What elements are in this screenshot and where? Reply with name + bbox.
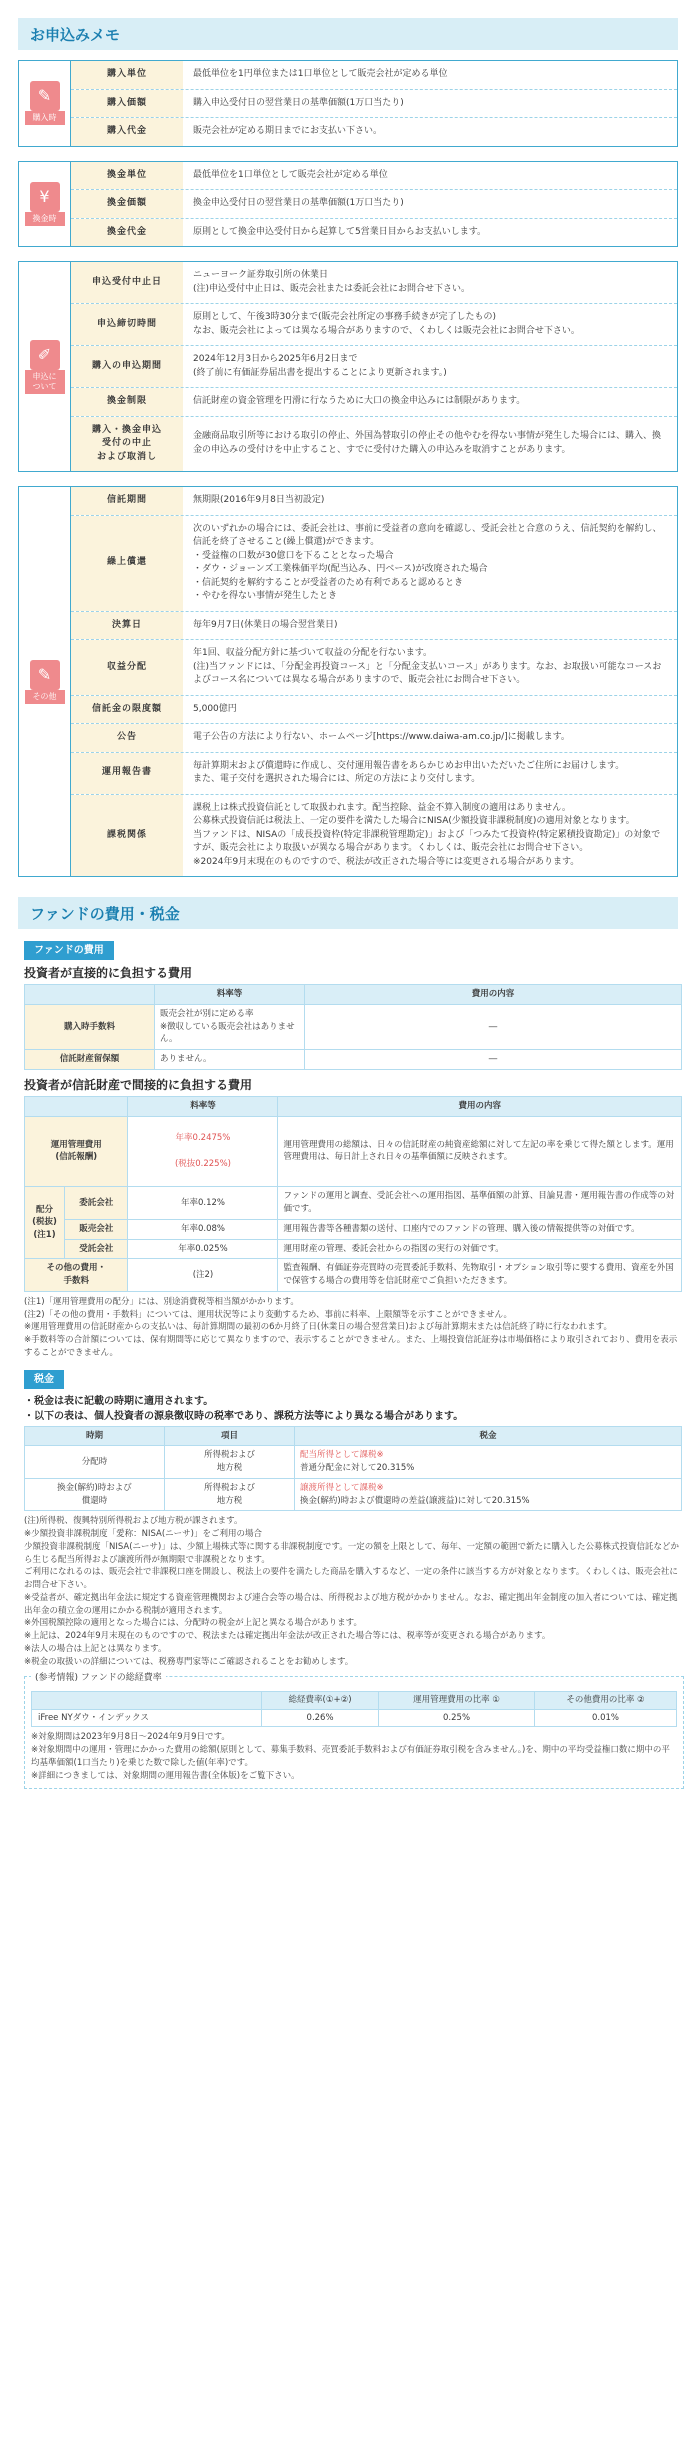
memo-row bbox=[71, 417, 677, 472]
row-value: 5,000億円 bbox=[193, 703, 237, 714]
indirect-cost-table: 料率等 費用の内容 運用管理費用 (信託報酬) 年率0.2475% (税抜0.225%) 運用管理費用の総額は、日々の信託財産の純資産総額に対して左記の率を乗じて得た額とします。運用管理費用は、毎日計上され日々の基準価額に反映されます。 配分 (税抜) (注1) 委託会社 年率0.12% ファンドの運用と調査、受託会社への運用指図、基準価額の計算、目論見書・運用報告書の作成等の対価です。 販売会社 年率0.08% 運用報告書等各種書類の送付、口座内でのファンドの管理、購入後の情報提供等の対価です。 受託会社 年率0.025% 運用財産の管理、委託会社からの指図の実行の対価です。 その他の費用・ 手数料 (注2) 監査報酬、有価証券売買時の売買委託手数料、先物取引・オプション取引等に要する費用、資産を外国で保管する場合の費用等を信託財産でご負担いただきます。 bbox=[24, 1096, 682, 1292]
table-row: その他の費用・ 手数料 (注2) 監査報酬、有価証券売買時の売買委託手数料、先物取引・オプション取引等に要する費用、資産を外国で保管する場合の費用等を信託財産でご負担いただきます。 bbox=[25, 1259, 682, 1292]
memo-row bbox=[71, 90, 677, 119]
memo-row bbox=[71, 219, 677, 247]
row-label: 収益分配 bbox=[71, 640, 183, 695]
row-label: 換金代金 bbox=[71, 219, 183, 247]
row-value: 毎年9月7日(休業日の場合翌営業日) bbox=[193, 619, 338, 630]
row-label: 換金制限 bbox=[71, 388, 183, 416]
application-pencil-icon: ✐ bbox=[30, 340, 60, 370]
row-value: 次のいずれかの場合には、委託会社は、事前に受益者の意向を確認し、受託会社と合意のうえ、信託契約を解約し、信託を終了させること(繰上償還)ができます。 ・受益権の口数が30億口を下ることとなった場合 ・ダウ・ジョーンズ工業株価平均(配当込み、円ベース)が改廃された場合 ・信託契約を解約することが受益者のため有利であると認めるとき ・やむを得ない事情が発生したとき bbox=[193, 523, 662, 601]
col-content: 費用の内容 bbox=[305, 985, 682, 1005]
tax-notes: (注)所得税、復興特別所得税および地方税が課されます。 ※少額投資非課税制度「愛称：NISA(ニーサ)」をご利用の場合 少額投資非課税制度「NISA(ニーサ)」は、少額上場株式等に関する非課税制度です。一定の額を上限として、毎年、一定額の範囲で新たに購入した公募株式投資信託などから生じる配当所得および譲渡所得が無期限で非課税となります。 ご利用になれるのは、販売会社で非課税口座を開設し、税法上の要件を満たした商品を購入するなど、一定の条件に該当する方が対象となります。くわしくは、販売会社にお問合せ下さい。 ※受益者が、確定拠出年金法に規定する資産管理機関および連合会等の場合は、所得税および地方税がかかりません。なお、確定拠出年金制度の加入者については、確定拠出年金の積立金の運用にかかる税制が適用されます。 ※外国税額控除の適用となった場合には、分配時の税金が上記と異なる場合があります。 ※上記は、2024年9月末現在のものですので、税法または確定拠出年金法が改正された場合等には、税率等が変更される場合があります。 ※法人の場合は上記とは異なります。 ※税金の取扱いの詳細については、税務専門家等にご確認されることをお勧めします。 bbox=[24, 1516, 680, 1667]
row-label: 申込受付中止日 bbox=[71, 262, 183, 303]
memo-row bbox=[71, 61, 677, 90]
table-row: 運用管理費用 (信託報酬) 年率0.2475% (税抜0.225%) 運用管理費用の総額は、日々の信託財産の純資産総額に対して左記の率を乗じて得た額とします。運用管理費用は、毎日計上され日々の基準価額に反映されます。 bbox=[25, 1116, 682, 1187]
fees-title: ファンドの費用・税金 bbox=[18, 897, 678, 929]
memo-title: お申込みメモ bbox=[18, 18, 678, 50]
memo-row bbox=[71, 795, 677, 877]
tax-bullets: ・税金は表に記載の時期に適用されます。 ・以下の表は、個人投資者の源泉徴収時の税率であり、課税方法等により異なる場合があります。 bbox=[24, 1395, 464, 1422]
row-value: 年1回、収益分配方針に基づいて収益の分配を行ないます。 (注)当ファンドには、「分配金再投資コース」と「分配金支払いコース」があります。なお、お取扱い可能なコースおよびコース名については異なる場合がありますので、販売会社にお問合せ下さい。 bbox=[193, 648, 662, 685]
row-label: 決算日 bbox=[71, 612, 183, 640]
exchange-group bbox=[18, 161, 678, 248]
row-label: 換金単位 bbox=[71, 162, 183, 190]
memo-row bbox=[71, 612, 677, 641]
indirect-cost-heading: 投資者が信託財産で間接的に負担する費用 bbox=[24, 1077, 253, 1092]
memo-row bbox=[71, 346, 677, 388]
memo-row bbox=[71, 516, 677, 612]
row-label: 公告 bbox=[71, 724, 183, 752]
row-label: 購入の申込期間 bbox=[71, 346, 183, 387]
row-value: 換金申込受付日の翌営業日の基準価額(1万口当たり) bbox=[193, 198, 404, 208]
row-label: 信託期間 bbox=[71, 487, 183, 515]
fee-notes: (注1)「運用管理費用の配分」には、別途消費税等相当額がかかります。 (注2)「その他の費用・手数料」については、運用状況等により変動するため、事前に料率、上限額等を示すことができません。 ※運用管理費用の信託財産からの支払いは、毎計算期間の最初の6か月終了日(休業日の場合翌営業日)および毎計算期末または信託終了時に行なわれます。 ※手数料等の合計額については、保有期間等に応じて異なりますので、表示することができません。また、上場投資信託証券は市場価格により取引されており、費用を表示することができません。 bbox=[24, 1296, 678, 1358]
direct-cost-heading: 投資者が直接的に負担する費用 bbox=[24, 966, 193, 980]
table-row: 購入時手数料 販売会社が別に定める率 ※徴収している販売会社はありません。 ― bbox=[25, 1004, 682, 1049]
table-row: 分配時 所得税および 地方税 配当所得として課税※ 普通分配金に対して20.315% bbox=[25, 1446, 682, 1479]
row-label: 運用報告書 bbox=[71, 753, 183, 794]
row-label: 購入単位 bbox=[71, 61, 183, 89]
row-value: 2024年12月3日から2025年6月2日まで (終了前に有価証券届出書を提出することにより更新されます。) bbox=[193, 354, 447, 378]
col-rate: 料率等 bbox=[155, 985, 305, 1005]
row-value: 購入申込受付日の翌営業日の基準価額(1万口当たり) bbox=[193, 97, 404, 108]
memo-row bbox=[71, 262, 677, 304]
table-row: 信託財産留保額 ありません。 ― bbox=[25, 1050, 682, 1070]
row-label: 購入代金 bbox=[71, 118, 183, 146]
row-label: 購入・換金申込 受付の中止 および取消し bbox=[71, 417, 183, 472]
row-label: 購入価額 bbox=[71, 90, 183, 118]
row-value: 課税上は株式投資信託として取扱われます。配当控除、益金不算入制度の適用はありません。 公募株式投資信託は税法上、一定の要件を満たした場合にNISA(少額投資非課税制度)の適用対象となります。 当ファンドは、NISAの「成長投資枠(特定非課税管理勘定)」および「つみたて投資枠(特定累積投資勘定)」の対象ですが、販売会社により取扱いが異なる場合があります。くわしくは、販売会社にお問合せ下さい。 ※2024年9月末現在のものですので、税法が改正された場合等には変更される場合があります。 bbox=[193, 802, 661, 867]
table-row: iFree NYダウ・インデックス 0.26% 0.25% 0.01% bbox=[32, 1709, 677, 1727]
tax-table: 時期 項目 税金 分配時 所得税および 地方税 配当所得として課税※ 普通分配金に対して20.315% 換金(解約)時および 償還時 所得税および 地方税 譲渡所得として課税※ 換金(解約)時および償還時の差益(譲渡益)に対して20.315% bbox=[24, 1426, 682, 1512]
row-value: 電子公告の方法により行ない、ホームページ[https://www.daiwa-am.co.jp/]に掲載します。 bbox=[193, 732, 570, 742]
exchange-coin-icon: ¥ bbox=[30, 182, 60, 212]
other-pencil-icon: ✎ bbox=[30, 660, 60, 690]
other-caption: その他 bbox=[25, 690, 65, 704]
row-label: 換金価額 bbox=[71, 190, 183, 218]
row-value: ニューヨーク証券取引所の休業日 (注)申込受付中止日は、販売会社または委託会社にお問合せ下さい。 bbox=[193, 270, 471, 294]
fees-subhead: ファンドの費用 bbox=[24, 941, 114, 960]
memo-row bbox=[71, 162, 677, 191]
memo-row bbox=[71, 304, 677, 346]
table-row: 換金(解約)時および 償還時 所得税および 地方税 譲渡所得として課税※ 換金(解約)時および償還時の差益(譲渡益)に対して20.315% bbox=[25, 1478, 682, 1511]
expense-ratio-table: 総経費率(①+②) 運用管理費用の比率 ① その他費用の比率 ② iFree NYダウ・インデックス 0.26% 0.25% 0.01% bbox=[31, 1691, 677, 1728]
reference-title: (参考情報) ファンドの総経費率 bbox=[31, 1672, 166, 1686]
row-value: 信託財産の資金管理を円滑に行なうために大口の換金申込みには制限があります。 bbox=[193, 396, 526, 406]
memo-row bbox=[71, 388, 677, 417]
row-label: 申込締切時間 bbox=[71, 304, 183, 345]
row-label: 課税関係 bbox=[71, 795, 183, 877]
mgmt-rate-excl-tax: (税抜0.225%) bbox=[174, 1158, 231, 1169]
memo-row bbox=[71, 487, 677, 516]
memo-row bbox=[71, 190, 677, 219]
row-value: 最低単位を1口単位として販売会社が定める単位 bbox=[193, 169, 388, 180]
row-value: 金融商品取引所等における取引の停止、外国為替取引の停止その他やむを得ない事情が発生した場合には、購入、換金の申込みの受付けを中止すること、すでに受付けた購入の申込みを取消すことがあります。 bbox=[193, 431, 662, 455]
direct-cost-table bbox=[24, 984, 682, 1070]
memo-row bbox=[71, 640, 677, 696]
memo-row bbox=[71, 696, 677, 725]
table-row: 配分 (税抜) (注1) 委託会社 年率0.12% ファンドの運用と調査、受託会社への運用指図、基準価額の計算、目論見書・運用報告書の作成等の対価です。 bbox=[25, 1187, 682, 1220]
row-value: 原則として、午後3時30分まで(販売会社所定の事務手続きが完了したもの) なお、販売会社によっては異なる場合がありますので、くわしくは販売会社にお問合せ下さい。 bbox=[193, 312, 580, 336]
purchase-caption: 購入時 bbox=[25, 111, 65, 125]
mgmt-rate: 年率0.2475% bbox=[175, 1133, 231, 1144]
application-caption: 申込に ついて bbox=[25, 370, 65, 394]
row-value: 毎計算期末および償還時に作成し、交付運用報告書をあらかじめお申出いただいたご住所にお届けします。 また、電子交付を選択された場合には、所定の方法により交付します。 bbox=[193, 760, 625, 784]
other-group bbox=[18, 486, 678, 877]
memo-row bbox=[71, 724, 677, 753]
tax-subhead: 税金 bbox=[24, 1370, 64, 1389]
reference-notes: ※対象期間は2023年9月8日〜2024年9月9日です。 ※対象期間中の運用・管理にかかった費用の総額(原則として、募集手数料、売買委託手数料および有価証券取引税を含みません。)を、期中の平均受益権口数に期中の平均基準価額(1口当たり)を乗じた数で除した値(年率)です。 ※詳細につきましては、対象期間の運用報告書(全体版)をご覧下さい。 bbox=[31, 1732, 670, 1781]
table-row: 受託会社 年率0.025% 運用財産の管理、委託会社からの指図の実行の対価です。 bbox=[25, 1239, 682, 1259]
row-label: 繰上償還 bbox=[71, 516, 183, 611]
application-group bbox=[18, 261, 678, 472]
table-row: 販売会社 年率0.08% 運用報告書等各種書類の送付、口座内でのファンドの管理、購入後の情報提供等の対価です。 bbox=[25, 1219, 682, 1239]
purchase-pen-icon: ✎ bbox=[30, 81, 60, 111]
memo-row bbox=[71, 118, 677, 146]
row-label: 信託金の限度額 bbox=[71, 696, 183, 724]
row-value: 最低単位を1円単位または1口単位として販売会社が定める単位 bbox=[193, 69, 448, 79]
purchase-group bbox=[18, 60, 678, 147]
exchange-caption: 換金時 bbox=[25, 212, 65, 226]
reference-box bbox=[24, 1673, 684, 1789]
memo-row bbox=[71, 753, 677, 795]
row-value: 無期限(2016年9月8日当初設定) bbox=[193, 495, 325, 505]
row-value: 原則として換金申込受付日から起算して5営業日目からお支払いします。 bbox=[193, 226, 487, 237]
row-value: 販売会社が定める期日までにお支払い下さい。 bbox=[193, 126, 383, 136]
